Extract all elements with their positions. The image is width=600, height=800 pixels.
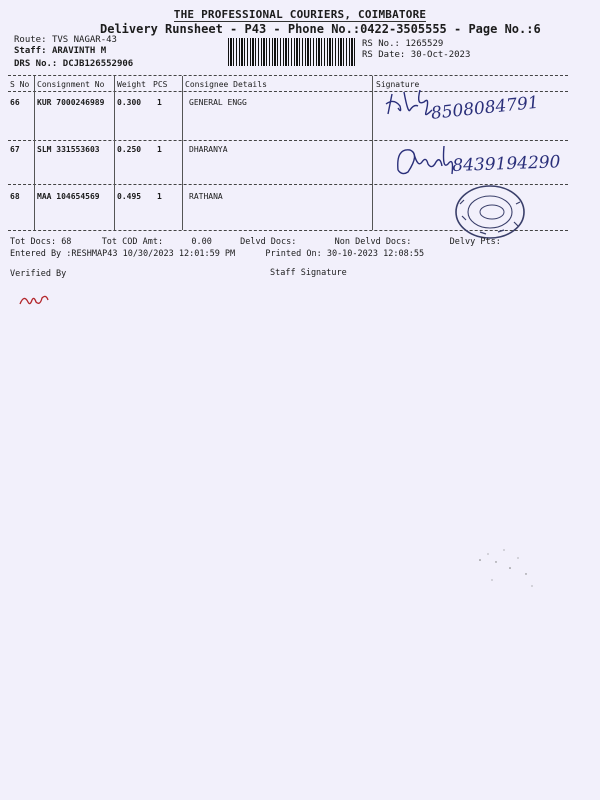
- drs-line: [14, 59, 133, 69]
- rs-date-label: RS Date:: [362, 50, 406, 60]
- tot-cod-value: 0.00: [191, 237, 212, 247]
- row-consignee: GENERAL ENGG: [189, 98, 247, 107]
- non-delvd-label: Non Delvd Docs:: [334, 237, 412, 247]
- delvd-label: Delvd Docs:: [240, 237, 297, 247]
- handwritten-phone-2: 8439194290: [452, 152, 561, 176]
- row-sno: 66: [10, 98, 20, 107]
- row-sno: 68: [10, 192, 20, 201]
- row-sno: 67: [10, 145, 20, 154]
- row-weight: 0.495: [117, 192, 142, 201]
- scan-specks: [470, 540, 550, 600]
- route-value: TVS NAGAR-43: [51, 35, 117, 45]
- header-consignee: Consignee Details: [185, 80, 267, 89]
- verified-by-label: Verified By: [10, 269, 67, 279]
- rs-no-line: [362, 39, 443, 49]
- header-signature: Signature: [376, 80, 420, 89]
- red-initials-mark: [18, 290, 52, 310]
- row-pcs: 1: [157, 98, 162, 107]
- barcode: [228, 38, 356, 66]
- header-pcs: PCS: [153, 80, 168, 89]
- totals-line: [10, 237, 501, 247]
- rs-no-value: 1265529: [405, 39, 444, 49]
- route-label: Route:: [14, 35, 47, 45]
- courier-stamp: [452, 182, 528, 240]
- header-sno: S No: [10, 80, 30, 89]
- tot-docs-label: Tot Docs:: [10, 237, 57, 247]
- staff-value: ARAVINTH M: [51, 46, 107, 56]
- table-top-rule: [8, 75, 568, 76]
- staff-signature-label: Staff Signature: [270, 268, 347, 278]
- row-weight: 0.300: [117, 98, 142, 107]
- runsheet-subtitle: Delivery Runsheet - P43 - Phone No.:0422-3505555 - Page No.:6: [100, 22, 541, 36]
- staff-line: [14, 46, 106, 56]
- row-pcs: 1: [157, 192, 162, 201]
- entered-by: Entered By :RESHMAP43 10/30/2023 12:01:59 PM: [10, 249, 236, 259]
- row-consignment: MAA 104654569: [37, 192, 100, 201]
- entered-printed-line: [10, 249, 424, 259]
- drs-value: DCJB126552906: [62, 59, 134, 69]
- row-consignee: RATHANA: [189, 192, 223, 201]
- header-consignment: Consignment No: [37, 80, 105, 89]
- staff-label: Staff:: [14, 46, 47, 56]
- table-header-rule: [8, 91, 568, 92]
- route-line: [14, 35, 117, 45]
- drs-label: DRS No.:: [14, 59, 58, 69]
- company-title: THE PROFESSIONAL COURIERS, COIMBATORE: [173, 8, 427, 21]
- header-weight: Weight: [117, 80, 146, 89]
- row-consignment: SLM 331553603: [37, 145, 100, 154]
- tot-cod-label: Tot COD Amt:: [101, 237, 164, 247]
- row-weight: 0.250: [117, 145, 142, 154]
- printed-on: Printed On: 30-10-2023 12:08:55: [265, 249, 425, 259]
- rs-no-label: RS No.:: [362, 39, 400, 49]
- row-pcs: 1: [157, 145, 162, 154]
- row-consignee: DHARANYA: [189, 145, 228, 154]
- handwritten-phone-1: 8508084791: [430, 92, 540, 124]
- row-consignment: KUR 7000246989: [37, 98, 105, 107]
- row-rule-1: [8, 140, 568, 141]
- rs-date-value: 30-Oct-2023: [410, 50, 471, 60]
- rs-date-line: [362, 50, 470, 60]
- tot-docs-value: 68: [61, 237, 72, 247]
- delvy-pts-label: Delvy Pts:: [449, 237, 501, 247]
